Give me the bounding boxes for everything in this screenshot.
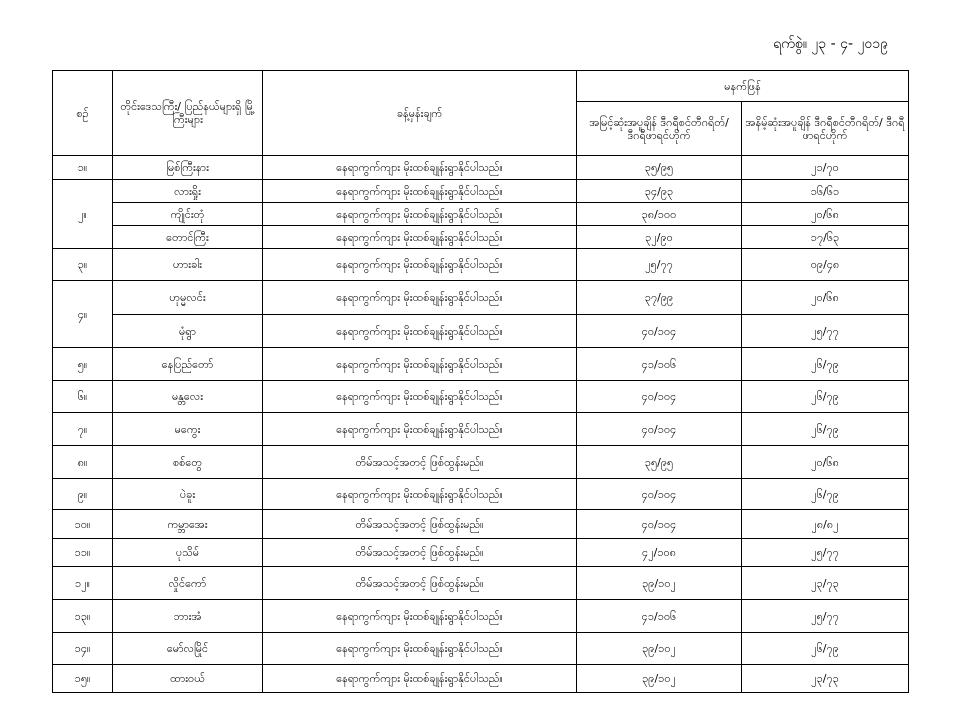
max-temp: ၄၀/၁၀၄ xyxy=(577,381,742,413)
row-number: ၆။ xyxy=(53,381,113,413)
table-row xyxy=(53,479,909,510)
header-forecast: ခန့်မှန်းချက် xyxy=(263,71,577,156)
min-temp: ၂၆/၇၉ xyxy=(742,381,909,413)
row-number: ၁၁။ xyxy=(53,539,113,567)
table-row xyxy=(53,665,909,693)
table-row xyxy=(53,413,909,446)
city-name: ကျိုင်းတုံ xyxy=(113,203,263,226)
max-temp: ၄၁/၁၀၆ xyxy=(577,600,742,633)
forecast-text: နေရာကွက်ကျား မိုးထစ်ချုန်းရွာနိုင်ပါသည်။ xyxy=(263,315,577,348)
min-temp: ၂၅/၇၇ xyxy=(742,539,909,567)
row-number: ၅။ xyxy=(53,348,113,381)
forecast-text: တိမ်အသင့်အတင့် ဖြစ်ထွန်းမည်။ xyxy=(263,567,577,600)
max-temp: ၃၅/၉၅ xyxy=(577,446,742,479)
table-row xyxy=(53,180,909,203)
row-number: ၁။ xyxy=(53,156,113,180)
min-temp: ၂၈/၈၂ xyxy=(742,510,909,539)
city-name: စစ်တွေ xyxy=(113,446,263,479)
city-name: ပုသိမ် xyxy=(113,539,263,567)
min-temp: ၂၀/၆၈ xyxy=(742,446,909,479)
forecast-text: တိမ်အသင့်အတင့် ဖြစ်ထွန်းမည်။ xyxy=(263,446,577,479)
city-name: နေပြည်တော် xyxy=(113,348,263,381)
city-name: ပဲခူး xyxy=(113,479,263,510)
row-number: ၁၂။ xyxy=(53,567,113,600)
row-number: ၁၀။ xyxy=(53,510,113,539)
city-name: မြစ်ကြီးနား xyxy=(113,156,263,180)
row-number: ၇။ xyxy=(53,413,113,446)
forecast-text: နေရာကွက်ကျား မိုးထစ်ချုန်းရွာနိုင်ပါသည်။ xyxy=(263,479,577,510)
forecast-text: နေရာကွက်ကျား မိုးထစ်ချုန်းရွာနိုင်ပါသည်။ xyxy=(263,381,577,413)
forecast-text: နေရာကွက်ကျား မိုးထစ်ချုန်းရွာနိုင်ပါသည်။ xyxy=(263,226,577,249)
min-temp: ၁၇/၆၃ xyxy=(742,226,909,249)
min-temp: ၂၅/၇၇ xyxy=(742,315,909,348)
table-row xyxy=(53,315,909,348)
table-row xyxy=(53,249,909,281)
min-temp: ၂၃/၇၃ xyxy=(742,567,909,600)
forecast-text: နေရာကွက်ကျား မိုးထစ်ချုန်းရွာနိုင်ပါသည်။ xyxy=(263,156,577,180)
max-temp: ၃၉/၁၀၂ xyxy=(577,633,742,665)
header-serial: စဉ် xyxy=(53,71,113,156)
max-temp: ၃၄/၉၃ xyxy=(577,180,742,203)
header-region: တိုင်းဒေသကြီး/ ပြည်နယ်များရှိ မြို့ကြီးများ xyxy=(113,71,263,156)
header-max-temp: အမြင့်ဆုံးအပူချိန် ဒီဂရီစင်တီဂရိတ်/ ဒီဂရီဖာရင်ဟိုက် xyxy=(577,102,742,156)
forecast-text: နေရာကွက်ကျား မိုးထစ်ချုန်းရွာနိုင်ပါသည်။ xyxy=(263,413,577,446)
forecast-text: နေရာကွက်ကျား မိုးထစ်ချုန်းရွာနိုင်ပါသည်။ xyxy=(263,203,577,226)
table-row xyxy=(53,156,909,180)
table-row xyxy=(53,510,909,539)
city-name: တောင်ကြီး xyxy=(113,226,263,249)
max-temp: ၄၀/၁၀၄ xyxy=(577,479,742,510)
city-name: ထားဝယ် xyxy=(113,665,263,693)
forecast-text: နေရာကွက်ကျား မိုးထစ်ချုန်းရွာနိုင်ပါသည်။ xyxy=(263,249,577,281)
max-temp: ၄၀/၁၀၄ xyxy=(577,315,742,348)
table-row xyxy=(53,226,909,249)
row-number: ၁၃။ xyxy=(53,600,113,633)
weather-forecast-table xyxy=(52,70,909,693)
min-temp: ၂၀/၆၈ xyxy=(742,281,909,315)
forecast-text: နေရာကွက်ကျား မိုးထစ်ချုန်းရွာနိုင်ပါသည်။ xyxy=(263,348,577,381)
row-number: ၈။ xyxy=(53,446,113,479)
table-row xyxy=(53,567,909,600)
min-temp: ၁၆/၆၁ xyxy=(742,180,909,203)
row-number: ၃။ xyxy=(53,249,113,281)
min-temp: ၂၆/၇၉ xyxy=(742,479,909,510)
max-temp: ၂၅/၇၇ xyxy=(577,249,742,281)
max-temp: ၄၁/၁၀၆ xyxy=(577,348,742,381)
max-temp: ၄၂/၁၀၈ xyxy=(577,539,742,567)
city-name: မော်လမြိုင် xyxy=(113,633,263,665)
city-name: မန္တလေး xyxy=(113,381,263,413)
row-number: ၁၅။ xyxy=(53,665,113,693)
city-name: ကမ္ဘာအေး xyxy=(113,510,263,539)
table-row xyxy=(53,539,909,567)
min-temp: ၂၆/၇၉ xyxy=(742,348,909,381)
row-number: ၂။ xyxy=(53,180,113,249)
city-name: ဘားအံ xyxy=(113,600,263,633)
max-temp: ၄၀/၁၀၄ xyxy=(577,413,742,446)
row-number: ၁၄။ xyxy=(53,633,113,665)
table-row xyxy=(53,633,909,665)
min-temp: ၂၅/၇၇ xyxy=(742,600,909,633)
city-name: မကွေး xyxy=(113,413,263,446)
table-row xyxy=(53,281,909,315)
report-date: ရက်စွဲ။ ၂၃ - ၄- ၂၀၁၉ xyxy=(773,36,888,52)
max-temp: ၃၉/၁၀၂ xyxy=(577,567,742,600)
max-temp: ၃၇/၉၉ xyxy=(577,281,742,315)
forecast-text: နေရာကွက်ကျား မိုးထစ်ချုန်းရွာနိုင်ပါသည်။ xyxy=(263,665,577,693)
forecast-text: နေရာကွက်ကျား မိုးထစ်ချုန်းရွာနိုင်ပါသည်။ xyxy=(263,633,577,665)
forecast-text: တိမ်အသင့်အတင့် ဖြစ်ထွန်းမည်။ xyxy=(263,539,577,567)
header-min-temp: အနိမ့်ဆုံးအပူချိန် ဒီဂရီစင်တီဂရိတ်/ ဒီဂရီဖာရင်ဟိုက် xyxy=(742,102,909,156)
max-temp: ၃၂/၉၀ xyxy=(577,226,742,249)
forecast-text: နေရာကွက်ကျား မိုးထစ်ချုန်းရွာနိုင်ပါသည်။ xyxy=(263,600,577,633)
max-temp: ၄၀/၁၀၄ xyxy=(577,510,742,539)
forecast-text: တိမ်အသင့်အတင့် ဖြစ်ထွန်းမည်။ xyxy=(263,510,577,539)
table-row xyxy=(53,203,909,226)
min-temp: ၂၆/၇၉ xyxy=(742,413,909,446)
table-row xyxy=(53,600,909,633)
min-temp: ၂၁/၇၀ xyxy=(742,156,909,180)
row-number: ၄။ xyxy=(53,281,113,348)
forecast-text: နေရာကွက်ကျား မိုးထစ်ချုန်းရွာနိုင်ပါသည်။ xyxy=(263,180,577,203)
header-tomorrow: မနက်ဖြန် xyxy=(577,71,909,102)
max-temp: ၃၈/၁၀၀ xyxy=(577,203,742,226)
city-name: လားရှိုး xyxy=(113,180,263,203)
city-name: မုံရွာ xyxy=(113,315,263,348)
min-temp: ၂၀/၆၈ xyxy=(742,203,909,226)
min-temp: ၂၆/၇၉ xyxy=(742,633,909,665)
city-name: လှိုင်ကော် xyxy=(113,567,263,600)
row-number: ၉။ xyxy=(53,479,113,510)
forecast-text: နေရာကွက်ကျား မိုးထစ်ချုန်းရွာနိုင်ပါသည်။ xyxy=(263,281,577,315)
min-temp: ၀၉/၄၈ xyxy=(742,249,909,281)
city-name: ဟားခါး xyxy=(113,249,263,281)
table-row xyxy=(53,381,909,413)
table-row xyxy=(53,348,909,381)
min-temp: ၂၃/၇၃ xyxy=(742,665,909,693)
table-row xyxy=(53,446,909,479)
city-name: ဟုမ္မလင်း xyxy=(113,281,263,315)
max-temp: ၃၅/၉၅ xyxy=(577,156,742,180)
max-temp: ၃၉/၁၀၂ xyxy=(577,665,742,693)
